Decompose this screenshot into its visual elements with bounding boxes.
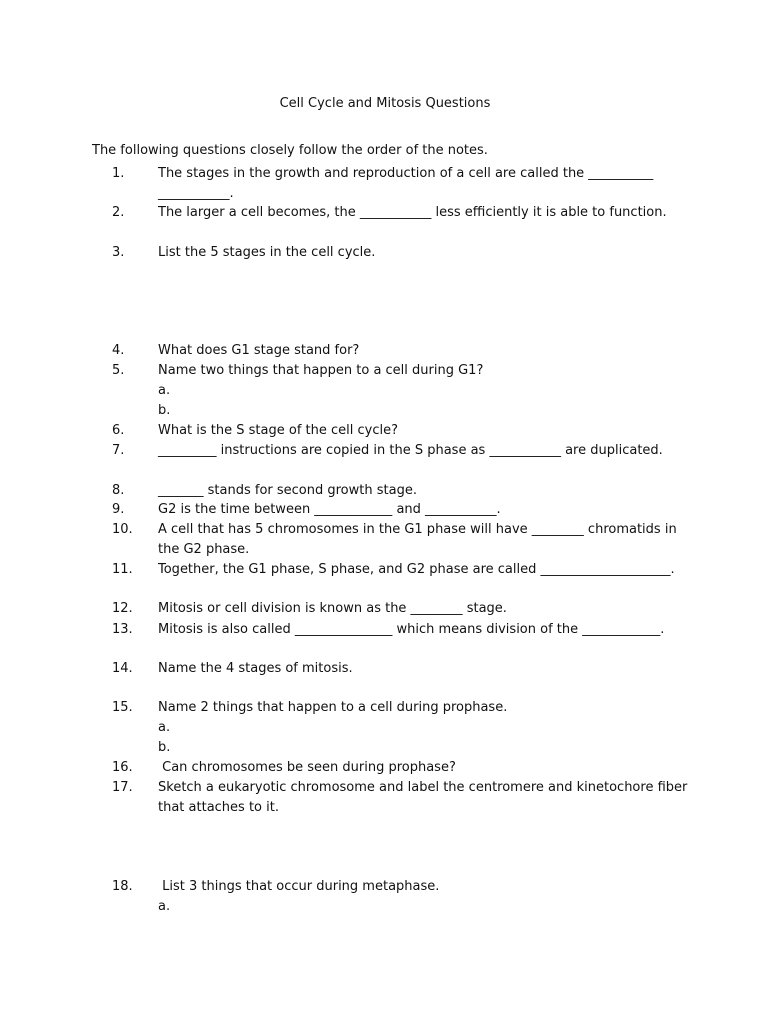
question-text: _________ instructions are copied in the S phase as ___________ are duplicated.: [158, 443, 663, 458]
question-text: Name 2 things that happen to a cell during prophase.: [158, 700, 508, 715]
question-text: Can chromosomes be seen during prophase?: [158, 760, 456, 775]
question-text: Together, the G1 phase, S phase, and G2 phase are called ____________________.: [158, 562, 675, 577]
answer-label-a: a.: [158, 383, 171, 398]
question-7: [112, 441, 712, 461]
question-number: 6.: [112, 423, 125, 438]
question-text: Mitosis or cell division is known as the ________ stage.: [158, 601, 507, 616]
question-18: [112, 877, 712, 897]
question-number: 11.: [112, 562, 133, 577]
question-text: Sketch a eukaryotic chromosome and label the centromere and kinetochore fiber that attaches to it.: [158, 780, 688, 815]
question-text: Mitosis is also called _______________ which means division of the ____________.: [158, 622, 665, 637]
question-3: [112, 243, 712, 263]
question-text: _______ stands for second growth stage.: [158, 483, 417, 498]
question-17: [112, 778, 712, 817]
question-text: List 3 things that occur during metaphase.: [158, 879, 440, 894]
question-text: The stages in the growth and reproduction of a cell are called the __________ ___________.: [158, 166, 654, 201]
answer-label-a: a.: [158, 899, 171, 914]
question-6: [112, 421, 712, 441]
question-number: 12.: [112, 601, 133, 616]
question-number: 5.: [112, 363, 125, 378]
question-number: 17.: [112, 780, 133, 795]
question-number: 18.: [112, 879, 133, 894]
question-number: 14.: [112, 661, 133, 676]
question-14: [112, 659, 712, 679]
question-number: 4.: [112, 343, 125, 358]
question-9: [112, 500, 712, 520]
question-number: 7.: [112, 443, 125, 458]
question-1: [112, 164, 712, 203]
question-13: [112, 620, 712, 640]
question-15: [112, 698, 712, 718]
question-12: [112, 599, 712, 619]
document-title: Cell Cycle and Mitosis Questions: [279, 96, 491, 111]
question-text: What is the S stage of the cell cycle?: [158, 423, 399, 438]
answer-label-b: b.: [158, 740, 171, 755]
question-number: 15.: [112, 700, 133, 715]
question-number: 3.: [112, 245, 125, 260]
question-text: A cell that has 5 chromosomes in the G1 phase will have ________ chromatids in the G2 phase.: [158, 522, 677, 557]
question-number: 8.: [112, 483, 125, 498]
answer-label-b: b.: [158, 403, 171, 418]
answer-label-a: a.: [158, 720, 171, 735]
question-number: 13.: [112, 622, 133, 637]
question-16: [112, 758, 712, 778]
question-11: [112, 560, 712, 580]
question-5: [112, 361, 712, 381]
question-2: [112, 203, 712, 223]
question-number: 16.: [112, 760, 133, 775]
question-text: What does G1 stage stand for?: [158, 343, 360, 358]
question-10: [112, 520, 712, 559]
question-text: G2 is the time between ____________ and ___________.: [158, 502, 501, 517]
intro-text: The following questions closely follow the order of the notes.: [92, 143, 488, 158]
question-text: Name the 4 stages of mitosis.: [158, 661, 353, 676]
question-4: [112, 341, 712, 361]
question-text: Name two things that happen to a cell during G1?: [158, 363, 484, 378]
question-8: [112, 481, 712, 501]
question-number: 10.: [112, 522, 133, 537]
question-number: 2.: [112, 205, 125, 220]
question-text: List the 5 stages in the cell cycle.: [158, 245, 376, 260]
question-text: The larger a cell becomes, the ___________ less efficiently it is able to function.: [158, 205, 667, 220]
question-number: 1.: [112, 166, 125, 181]
question-number: 9.: [112, 502, 125, 517]
